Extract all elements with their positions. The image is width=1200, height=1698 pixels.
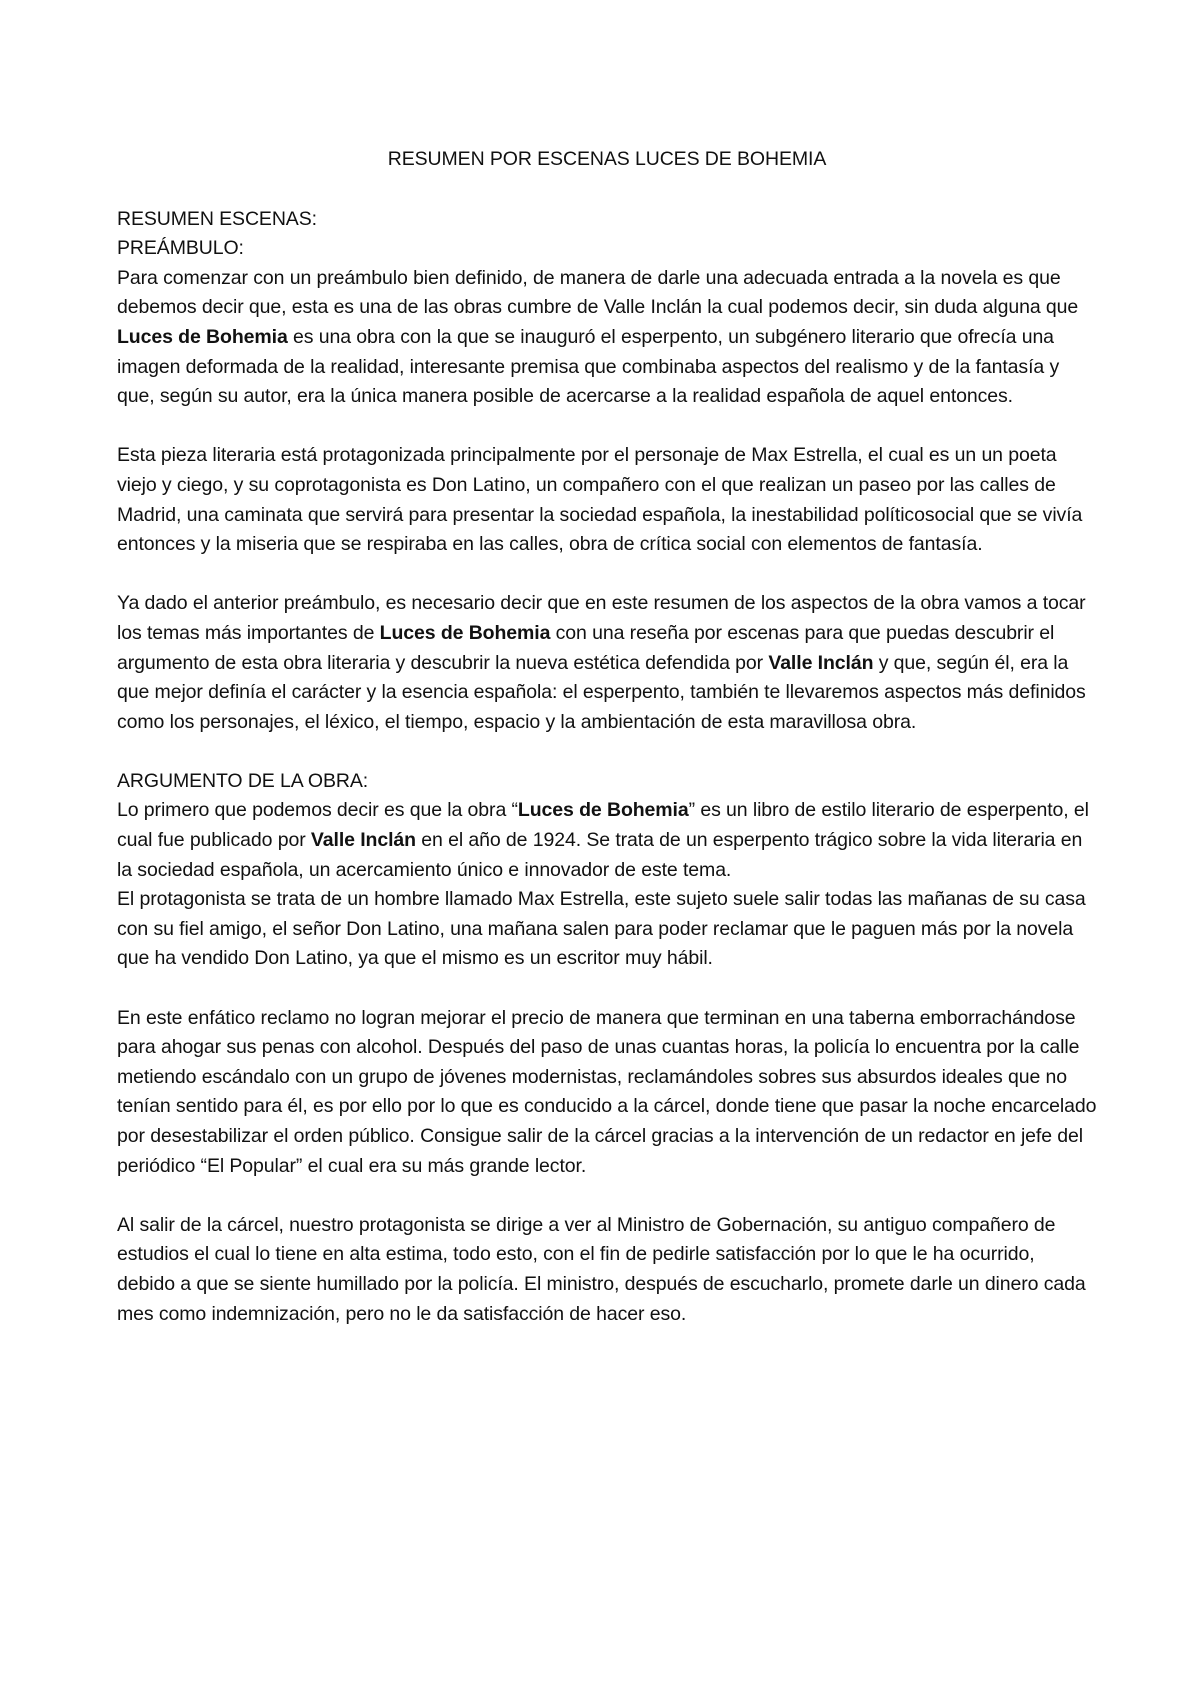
- text-run: y que, según él, era la que mejor definía el carácter y la esencia española: el esperpento, también te llevaremos aspectos más definidos como los personajes, el léxico, el tiempo, espacio y la ambientación de esta maravillosa obra.: [117, 651, 1086, 733]
- paragraph-preambulo-1: [117, 264, 1097, 412]
- text-run: Lo primero que podemos decir es que la obra “: [117, 799, 518, 822]
- text-run: Para comenzar con un preámbulo bien definido, de manera de darle una adecuada entrada a la novela es que debemos decir que, esta es una de las obras cumbre de Valle Inclán la cual podemos decir, sin duda alguna que: [117, 266, 1079, 319]
- paragraph-argumento-4: [117, 1211, 1097, 1329]
- heading-resumen-escenas: RESUMEN ESCENAS:: [117, 207, 317, 230]
- bold-text-run: Valle Inclán: [768, 651, 874, 674]
- paragraph-preambulo-3: [117, 589, 1097, 737]
- text-run: con una reseña por escenas para que puedas descubrir el argumento de esta obra literaria y descubrir la nueva estética defendida por: [117, 621, 1055, 674]
- document-body: [117, 145, 1097, 1359]
- heading-argumento: ARGUMENTO DE LA OBRA:: [117, 769, 369, 792]
- paragraph-argumento-3: [117, 1004, 1097, 1182]
- bold-text-run: Luces de Bohemia: [117, 325, 288, 348]
- paragraph-preambulo-2: [117, 441, 1097, 559]
- text-run: Al salir de la cárcel, nuestro protagonista se dirige a ver al Ministro de Gobernación, su antiguo compañero de estudios el cual lo tiene en alta estima, todo esto, con el fin de pedirle satisfacción por lo que le ha ocurrido, debido a que se siente humillado por la policía. El ministro, después de escucharlo, promete darle un dinero cada mes como indemnización, pero no le da satisfacción de hacer eso.: [117, 1213, 1086, 1325]
- text-run: en el año de 1924. Se trata de un esperpento trágico sobre la vida literaria en la sociedad española, un acercamiento único e innovador de este tema.: [117, 829, 1083, 881]
- bold-text-run: Luces de Bohemia: [379, 621, 551, 644]
- paragraph-argumento-1: [117, 796, 1097, 885]
- text-run: En este enfático reclamo no logran mejorar el precio de manera que terminan en una taberna emborrachándose para ahogar sus penas con alcohol. Después del paso de unas cuantas horas, la policía lo encuentra por la calle metiendo escándalo con un grupo de jóvenes modernistas, reclamándoles sobres sus absurdos ideales que no tenían sentido para él, es por ello por lo que es conducido a la cárcel, donde tiene que pasar la noche encarcelado por desestabilizar el orden público. Consigue salir de la cárcel gracias a la intervención de un redactor en jefe del periódico “El Popular” el cual era su más grande lector.: [117, 1006, 1097, 1177]
- heading-preambulo: PREÁMBULO:: [117, 237, 244, 260]
- text-run: es una obra con la que se inauguró el esperpento, un subgénero literario que ofrecía una imagen deformada de la realidad, interesante premisa que combinaba aspectos del realismo y de la fantasía y que, según su autor, era la única manera posible de acercarse a la realidad española de aquel entonces.: [117, 325, 1060, 408]
- bold-text-run: Valle Inclán: [310, 829, 416, 852]
- text-run: Ya dado el anterior preámbulo, es necesario decir que en este resumen de los aspectos de la obra vamos a tocar los temas más importantes de: [117, 592, 1086, 644]
- text-run: Esta pieza literaria está protagonizada principalmente por el personaje de Max Estrella, el cual es un un poeta viejo y ciego, y su coprotagonista es Don Latino, un compañero con el que realizan un paseo por las calles de Madrid, una caminata que servirá para presentar la sociedad española, la inestabilidad políticosocial que se vivía entonces y la miseria que se respiraba en las calles, obra de crítica social con elementos de fantasía.: [117, 444, 1083, 556]
- document-title: RESUMEN POR ESCENAS LUCES DE BOHEMIA: [387, 148, 827, 170]
- bold-text-run: Luces de Bohemia: [517, 799, 689, 822]
- text-run: El protagonista se trata de un hombre llamado Max Estrella, este sujeto suele salir todas las mañanas de su casa con su fiel amigo, el señor Don Latino, una mañana salen para poder reclamar que le paguen más por la novela que ha vendido Don Latino, ya que el mismo es un escritor muy hábil.: [117, 888, 1086, 970]
- paragraph-argumento-2: [117, 885, 1097, 974]
- text-run: ” es un libro de estilo literario de esperpento, el cual fue publicado por: [117, 799, 1089, 852]
